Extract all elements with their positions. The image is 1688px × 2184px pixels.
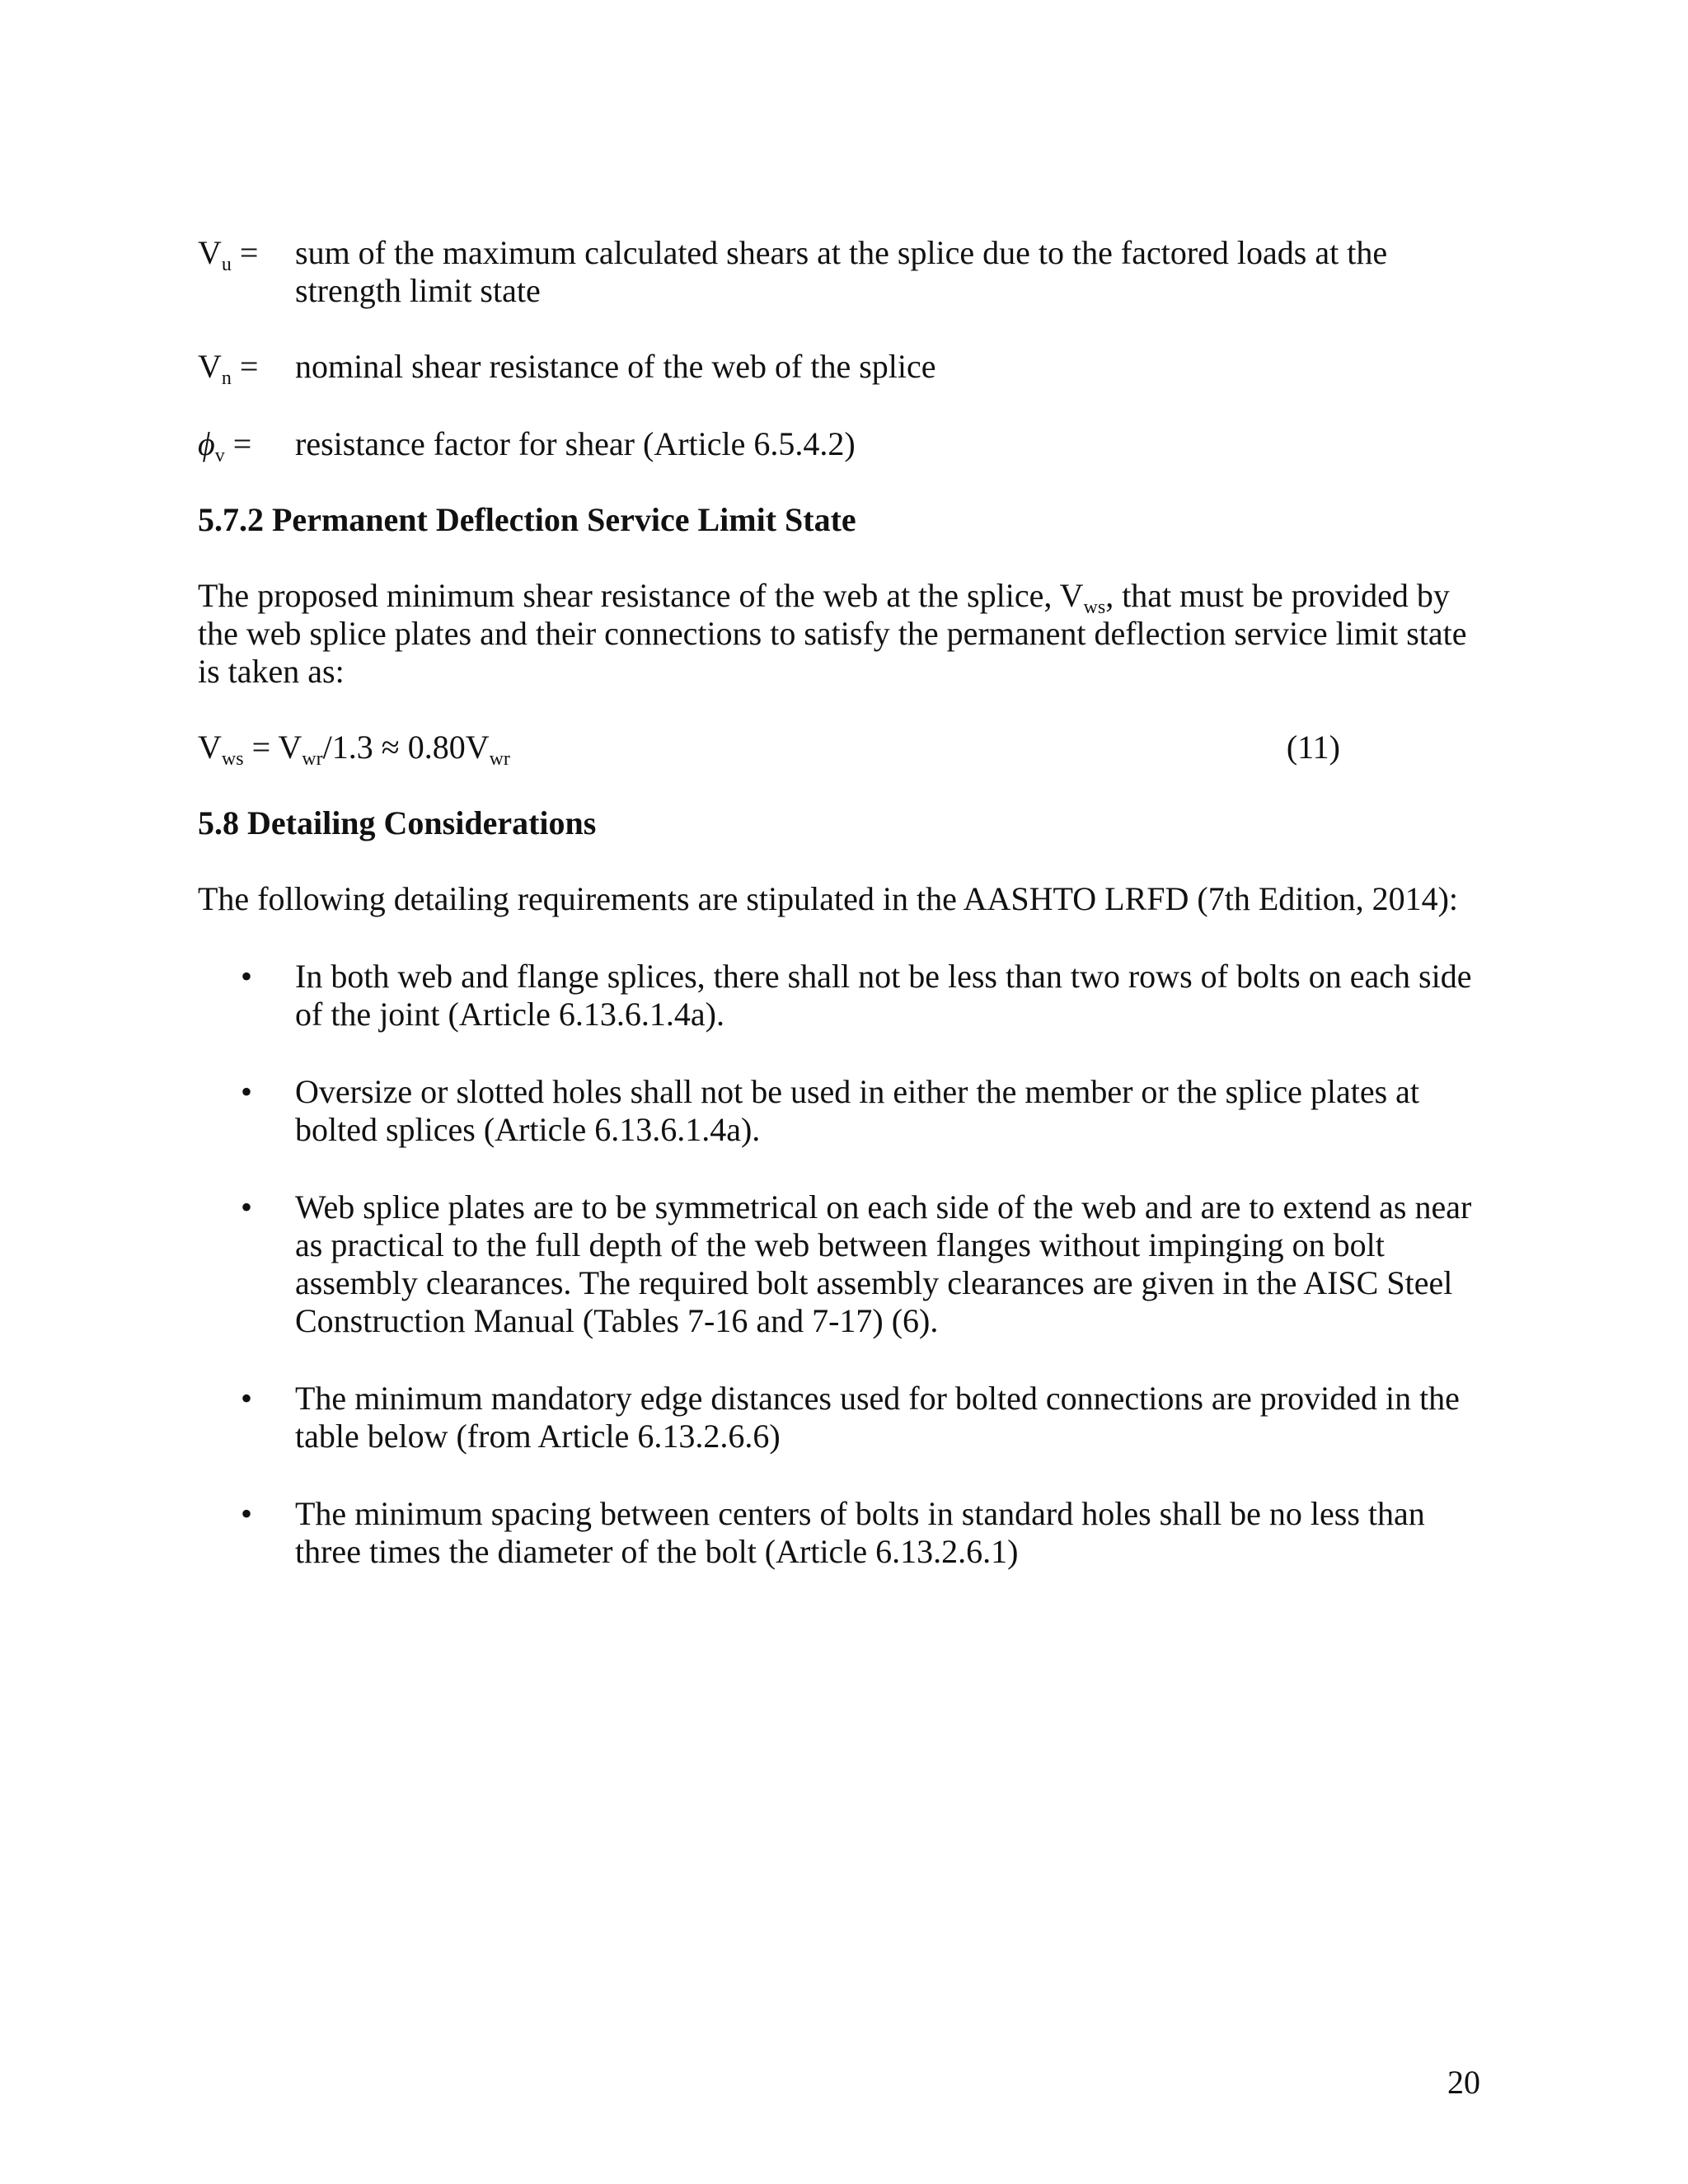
list-item-text: The minimum mandatory edge distances used for bolted connections are provided in the table below (from Article 6.13.2.6.6)	[295, 1380, 1460, 1455]
list-item-text: Oversize or slotted holes shall not be used in either the member or the splice plates at bolted splices (Article 6.13.6.1.4a).	[295, 1073, 1420, 1148]
list-item	[241, 958, 1493, 1033]
section-heading-5-7-2: 5.7.2 Permanent Deflection Service Limit State	[198, 501, 856, 538]
list-item-text: The minimum spacing between centers of bolts in standard holes shall be no less than three times the diameter of the bolt (Article 6.13.2.6.1)	[295, 1495, 1425, 1570]
section-heading-5-8: 5.8 Detailing Considerations	[198, 804, 597, 841]
equation-number: (11)	[1286, 729, 1340, 766]
definition-text: sum of the maximum calculated shears at the splice due to the factored loads at the strength limit state	[295, 234, 1388, 309]
definition-symbol: $\phi_v$ =	[198, 425, 252, 466]
definition-text: resistance factor for shear (Article 6.5.4.2)	[295, 425, 856, 462]
bullet-icon: •	[241, 1188, 253, 1226]
definition-symbol: $V_u$ =	[198, 234, 259, 275]
definition-vn	[198, 348, 1484, 389]
page-number: 20	[1447, 2064, 1480, 2101]
definition-phi-v	[198, 425, 1484, 466]
definition-symbol: $V_n$ =	[198, 348, 259, 389]
list-item	[241, 1380, 1493, 1455]
definition-vu	[198, 234, 1484, 310]
list-item-text: Web splice plates are to be symmetrical on each side of the web and are to extend as near as practical to the full depth of the web between flanges without impinging on bolt assembly clearances. The required bolt assembly clearances are given in the AISC Steel Construction Manual (Tables 7-16 and 7-17) (6).	[295, 1188, 1472, 1339]
list-item	[241, 1188, 1493, 1340]
list-item-text: In both web and flange splices, there shall not be less than two rows of bolts on each side of the joint (Article 6.13.6.1.4a).	[295, 958, 1472, 1033]
equation-11	[198, 729, 1340, 770]
bullet-icon: •	[241, 1495, 253, 1532]
equation-body: $V_{ws} = V_{wr}/1.3 \approx 0.80V_{wr}$	[198, 729, 510, 770]
bullet-icon: •	[241, 958, 253, 995]
section-paragraph: The proposed minimum shear resistance of the web at the splice, $V_{ws}$, that must be provided by the web splice plates and their connections to satisfy the permanent deflection service limit state is taken as:	[198, 577, 1467, 690]
list-item	[241, 1073, 1493, 1149]
definition-text: nominal shear resistance of the web of the splice	[295, 348, 936, 385]
bullet-icon: •	[241, 1380, 253, 1417]
section-intro: The following detailing requirements are stipulated in the AASHTO LRFD (7th Edition, 2014):	[198, 880, 1459, 917]
list-item	[241, 1495, 1493, 1571]
bullet-icon: •	[241, 1073, 253, 1110]
